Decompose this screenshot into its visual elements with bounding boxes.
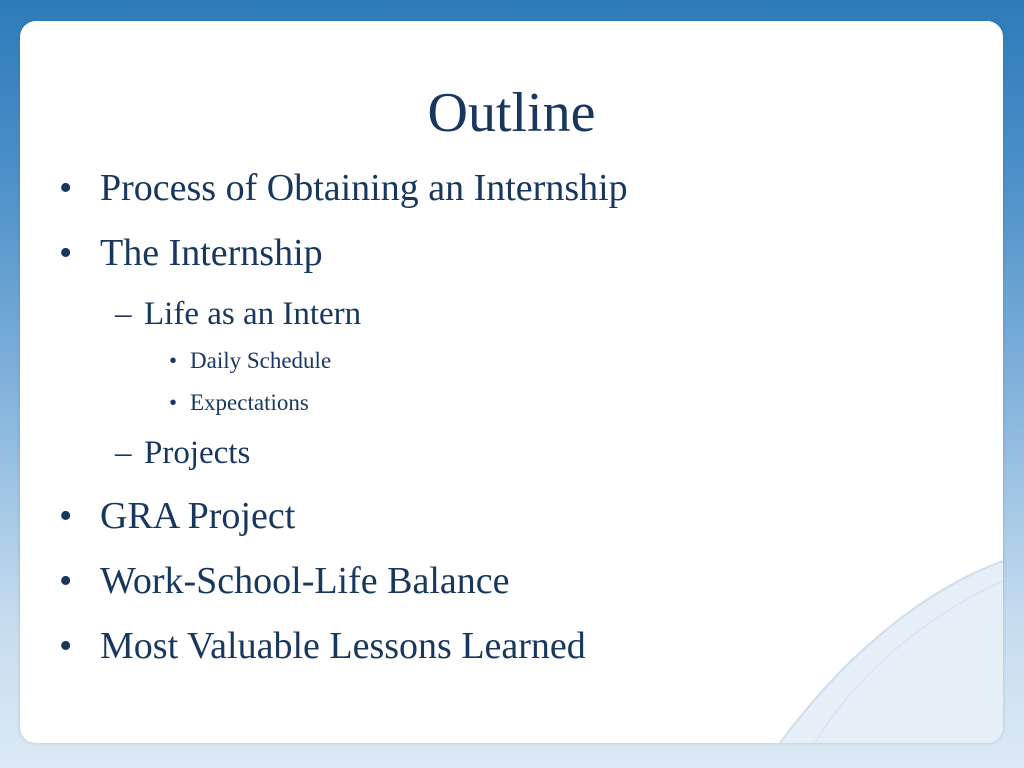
outline-list xyxy=(20,21,1003,743)
dash-marker: – xyxy=(115,296,132,332)
bullet-marker: • xyxy=(59,625,73,667)
outline-item-text: Life as an Intern xyxy=(144,296,362,332)
outline-item-text: Process of Obtaining an Internship xyxy=(100,167,628,209)
bullet-marker: • xyxy=(59,560,73,602)
outline-item-text: Daily Schedule xyxy=(190,348,332,373)
outline-subsubitem xyxy=(169,348,332,373)
outline-subitem xyxy=(115,296,362,332)
dash-marker: – xyxy=(115,435,132,471)
outline-item-text: Most Valuable Lessons Learned xyxy=(100,625,586,667)
outline-item-text: The Internship xyxy=(100,232,323,274)
bullet-marker: • xyxy=(59,167,73,209)
bullet-marker: • xyxy=(59,495,73,537)
outline-item xyxy=(59,560,510,602)
bullet-marker: • xyxy=(59,232,73,274)
outline-subsubitem xyxy=(169,390,309,415)
outline-item xyxy=(59,167,628,209)
outline-item xyxy=(59,495,296,537)
outline-subitem xyxy=(115,435,251,471)
outline-item-text: Expectations xyxy=(190,390,309,415)
slide-panel xyxy=(20,21,1003,743)
outline-item xyxy=(59,232,323,274)
bullet-marker: • xyxy=(169,348,178,373)
outline-item-text: Work-School-Life Balance xyxy=(100,560,510,602)
bullet-marker: • xyxy=(169,390,178,415)
outline-item-text: Projects xyxy=(144,435,251,471)
slide-title: Outline xyxy=(427,82,596,144)
outline-item-text: GRA Project xyxy=(100,495,296,537)
outline-item xyxy=(59,625,586,667)
